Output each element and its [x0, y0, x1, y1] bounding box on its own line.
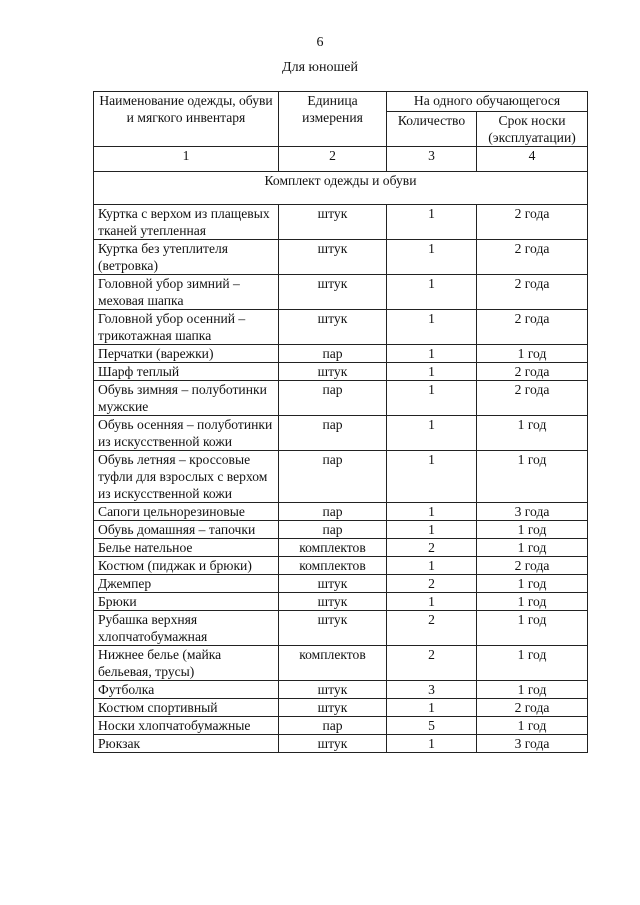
item-name-cell: Рубашка верхняя хлопчатобумажная [94, 611, 279, 646]
item-unit-cell: штук [279, 593, 387, 611]
item-quantity-cell: 1 [387, 240, 477, 275]
item-unit-cell: штук [279, 205, 387, 240]
item-quantity-cell: 2 [387, 646, 477, 681]
table-row [94, 451, 588, 503]
item-period-cell: 1 год [477, 416, 588, 451]
column-number: 1 [94, 147, 279, 172]
item-period-cell: 1 год [477, 646, 588, 681]
item-name-cell: Куртка с верхом из плащевых тканей утепленная [94, 205, 279, 240]
item-name-cell: Сапоги цельнорезиновые [94, 503, 279, 521]
item-name-cell: Перчатки (варежки) [94, 345, 279, 363]
item-name-cell: Костюм спортивный [94, 699, 279, 717]
item-quantity-cell: 2 [387, 575, 477, 593]
table-row [94, 717, 588, 735]
item-quantity-cell: 1 [387, 593, 477, 611]
header-per-student: На одного обучающегося [387, 92, 588, 112]
item-period-cell: 1 год [477, 521, 588, 539]
item-unit-cell: пар [279, 451, 387, 503]
item-period-cell: 2 года [477, 205, 588, 240]
item-name-cell: Головной убор осенний – трикотажная шапка [94, 310, 279, 345]
item-unit-cell: пар [279, 521, 387, 539]
table-row [94, 381, 588, 416]
item-name-cell: Куртка без утеплителя (ветровка) [94, 240, 279, 275]
item-period-cell: 1 год [477, 451, 588, 503]
item-quantity-cell: 1 [387, 451, 477, 503]
item-unit-cell: пар [279, 717, 387, 735]
item-period-cell: 1 год [477, 575, 588, 593]
item-period-cell: 1 год [477, 717, 588, 735]
item-unit-cell: пар [279, 503, 387, 521]
item-quantity-cell: 1 [387, 310, 477, 345]
item-period-cell: 1 год [477, 611, 588, 646]
item-name-cell: Джемпер [94, 575, 279, 593]
item-period-cell: 1 год [477, 539, 588, 557]
item-unit-cell: штук [279, 735, 387, 753]
item-name-cell: Обувь зимняя – полуботинки мужские [94, 381, 279, 416]
table-row [94, 611, 588, 646]
item-unit-cell: штук [279, 275, 387, 310]
item-quantity-cell: 1 [387, 557, 477, 575]
item-period-cell: 2 года [477, 381, 588, 416]
item-quantity-cell: 1 [387, 735, 477, 753]
item-quantity-cell: 1 [387, 363, 477, 381]
column-numbers-row [94, 147, 588, 172]
item-name-cell: Брюки [94, 593, 279, 611]
item-quantity-cell: 1 [387, 699, 477, 717]
column-number: 3 [387, 147, 477, 172]
item-unit-cell: пар [279, 345, 387, 363]
table-row [94, 646, 588, 681]
document-title: Для юношей [282, 60, 358, 75]
item-quantity-cell: 2 [387, 539, 477, 557]
table-row [94, 310, 588, 345]
table-row [94, 503, 588, 521]
item-period-cell: 3 года [477, 503, 588, 521]
item-quantity-cell: 2 [387, 611, 477, 646]
item-quantity-cell: 1 [387, 205, 477, 240]
item-period-cell: 2 года [477, 699, 588, 717]
header-wear-period: Срок носки (эксплуатации) [477, 112, 588, 147]
table-row [94, 363, 588, 381]
item-period-cell: 1 год [477, 345, 588, 363]
section-row [94, 172, 588, 205]
header-quantity: Количество [387, 112, 477, 147]
item-quantity-cell: 1 [387, 345, 477, 363]
item-period-cell: 1 год [477, 681, 588, 699]
item-unit-cell: комплектов [279, 539, 387, 557]
table-row [94, 557, 588, 575]
table-row [94, 575, 588, 593]
table-row [94, 345, 588, 363]
table-row [94, 735, 588, 753]
item-name-cell: Нижнее белье (майка бельевая, трусы) [94, 646, 279, 681]
item-quantity-cell: 5 [387, 717, 477, 735]
section-title: Комплект одежды и обуви [94, 172, 588, 205]
item-quantity-cell: 1 [387, 521, 477, 539]
table-row [94, 539, 588, 557]
header-unit: Единица измерения [279, 92, 387, 147]
item-name-cell: Костюм (пиджак и брюки) [94, 557, 279, 575]
item-period-cell: 1 год [477, 593, 588, 611]
item-name-cell: Футболка [94, 681, 279, 699]
item-unit-cell: комплектов [279, 557, 387, 575]
item-period-cell: 2 года [477, 363, 588, 381]
item-period-cell: 2 года [477, 240, 588, 275]
item-quantity-cell: 3 [387, 681, 477, 699]
item-unit-cell: пар [279, 381, 387, 416]
column-number: 2 [279, 147, 387, 172]
item-unit-cell: штук [279, 310, 387, 345]
item-period-cell: 2 года [477, 310, 588, 345]
item-period-cell: 2 года [477, 557, 588, 575]
item-name-cell: Обувь летняя – кроссовые туфли для взрослых с верхом из искусственной кожи [94, 451, 279, 503]
item-name-cell: Обувь осенняя – полуботинки из искусственной кожи [94, 416, 279, 451]
header-name: Наименование одежды, обуви и мягкого инвентаря [94, 92, 279, 147]
table-row [94, 240, 588, 275]
item-quantity-cell: 1 [387, 275, 477, 310]
item-name-cell: Обувь домашняя – тапочки [94, 521, 279, 539]
item-unit-cell: штук [279, 363, 387, 381]
table-row [94, 699, 588, 717]
item-name-cell: Белье нательное [94, 539, 279, 557]
table-row [94, 416, 588, 451]
item-unit-cell: штук [279, 240, 387, 275]
item-name-cell: Шарф теплый [94, 363, 279, 381]
item-unit-cell: пар [279, 416, 387, 451]
item-unit-cell: комплектов [279, 646, 387, 681]
table-row [94, 593, 588, 611]
item-unit-cell: штук [279, 575, 387, 593]
item-quantity-cell: 1 [387, 381, 477, 416]
item-unit-cell: штук [279, 681, 387, 699]
table-row [94, 275, 588, 310]
table-row [94, 521, 588, 539]
page-number: 6 [316, 35, 324, 50]
column-number: 4 [477, 147, 588, 172]
table-body [94, 205, 588, 753]
item-name-cell: Головной убор зимний – меховая шапка [94, 275, 279, 310]
table-row [94, 681, 588, 699]
item-quantity-cell: 1 [387, 416, 477, 451]
item-quantity-cell: 1 [387, 503, 477, 521]
norms-table [93, 91, 588, 753]
item-unit-cell: штук [279, 699, 387, 717]
item-name-cell: Носки хлопчатобумажные [94, 717, 279, 735]
item-unit-cell: штук [279, 611, 387, 646]
item-period-cell: 2 года [477, 275, 588, 310]
item-period-cell: 3 года [477, 735, 588, 753]
item-name-cell: Рюкзак [94, 735, 279, 753]
table-row [94, 205, 588, 240]
